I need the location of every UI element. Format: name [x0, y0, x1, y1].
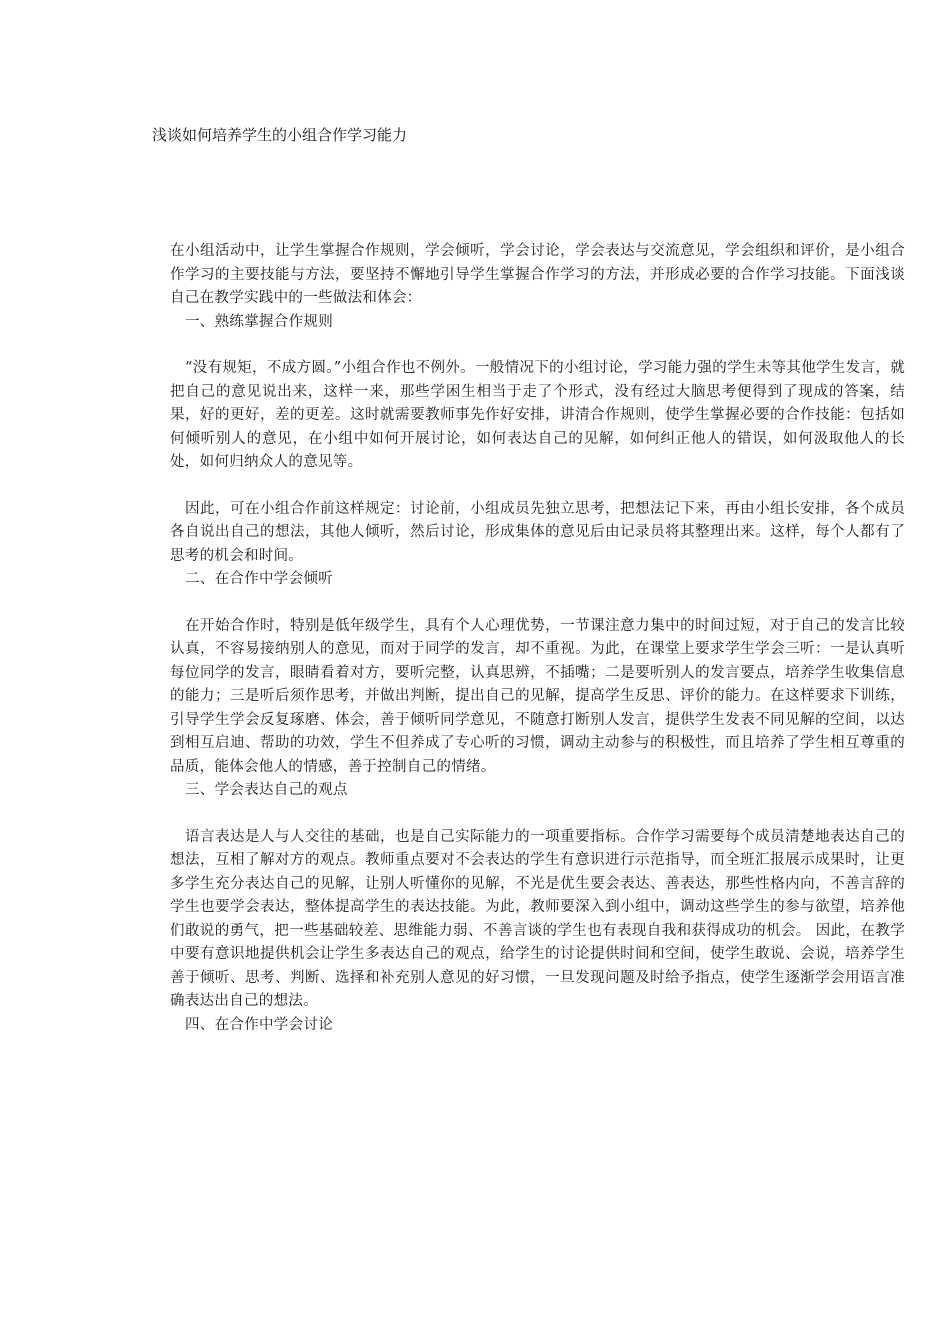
section-heading-4: 四、在合作中学会讨论: [185, 1016, 333, 1033]
intro-paragraph: 在小组活动中，让学生掌握合作规则，学会倾听，学会讨论，学会表达与交流意见，学会组织和评价，是小组合作学习的主要技能与方法，要坚持不懈地引导学生掌握合作学习的方法，并形成必要的合作学习技能。下面浅谈自己在教学实践中的一些做法和体会：: [170, 243, 905, 306]
section-1-paragraph-2: 因此，可在小组合作前这样规定：讨论前，小组成员先独立思考，把想法记下来，再由小组长安排，各个成员各自说出自己的想法，其他人倾听，然后讨论，形成集体的意见后由记录员将其整理出来。这样，每个人都有了思考的机会和时间。: [170, 500, 905, 564]
section-1-paragraph-1: “没有规矩，不成方圆。”小组合作也不例外。一般情况下的小组讨论，学习能力强的学生未等其他学生发言，就把自己的意见说出来，这样一来，那些学困生相当于走了个形式，没有经过大脑思考便得到了现成的答案，结果，好的更好，差的更差。这时就需要教师事先作好安排，讲清合作规则，使学生掌握必要的合作技能：包括如何倾听别人的意见，在小组中如何开展讨论，如何表达自己的见解，如何纠正他人的错误，如何汲取他人的长处，如何归纳众人的意见等。: [170, 360, 905, 470]
section-heading-2: 二、在合作中学会倾听: [185, 571, 333, 587]
section-heading-1: 一、熟练掌握合作规则: [185, 313, 333, 330]
section-3-paragraph-1: 语言表达是人与人交往的基础，也是自己实际能力的一项重要指标。合作学习需要每个成员清楚地表达自己的想法，互相了解对方的观点。教师重点要对不会表达的学生有意识进行示范指导，而全班汇报展示成果时，让更多学生充分表达自己的见解，让别人听懂你的见解，不光是优生要会表达、善表达，那些性格内向，不善言辞的学生也要学会表达，整体提高学生的表达技能。为此，教师要深入到小组中，调动这些学生的参与欲望，培养他们敢说的勇气，把一些基础较差、思维能力弱、不善言谈的学生也有表现自我和获得成功的机会。 因此，在教学中要有意识地提供机会让学生多表达自己的观点，给学生的讨论提供时间和空间，使学生敢说、会说，培养学生善于倾听、思考、判断、选择和补充别人意见的好习惯，一旦发现问题及时给予指点，使学生逐渐学会用语言准确表达出自己的想法。: [170, 828, 905, 1009]
document-body: [170, 240, 905, 1037]
document-title: 浅谈如何培养学生的小组合作学习能力: [152, 126, 408, 144]
section-heading-3: 三、学会表达自己的观点: [185, 782, 348, 798]
section-2-paragraph-1: 在开始合作时，特别是低年级学生，具有个人心理优势，一节课注意力集中的时间过短，对于自己的发言比较认真，不容易接纳别人的意见，而对于同学的发言，却不重视。为此，在课堂上要求学生学会三听：一是认真听每位同学的发言，眼睛看着对方，要听完整，认真思辨，不插嘴；二是要听别人的发言要点，培养学生收集信息的能力；三是听后须作思考，并做出判断，提出自己的见解，提高学生反思、评价的能力。在这样要求下训练，引导学生学会反复琢磨、体会，善于倾听同学意见，不随意打断别人发言，提供学生发表不同见解的空间，以达到相互启迪、帮助的功效，学生不但养成了专心听的习惯，调动主动参与的积极性，而且培养了学生相互尊重的品质，能体会他人的情感，善于控制自己的情绪。: [170, 617, 905, 775]
